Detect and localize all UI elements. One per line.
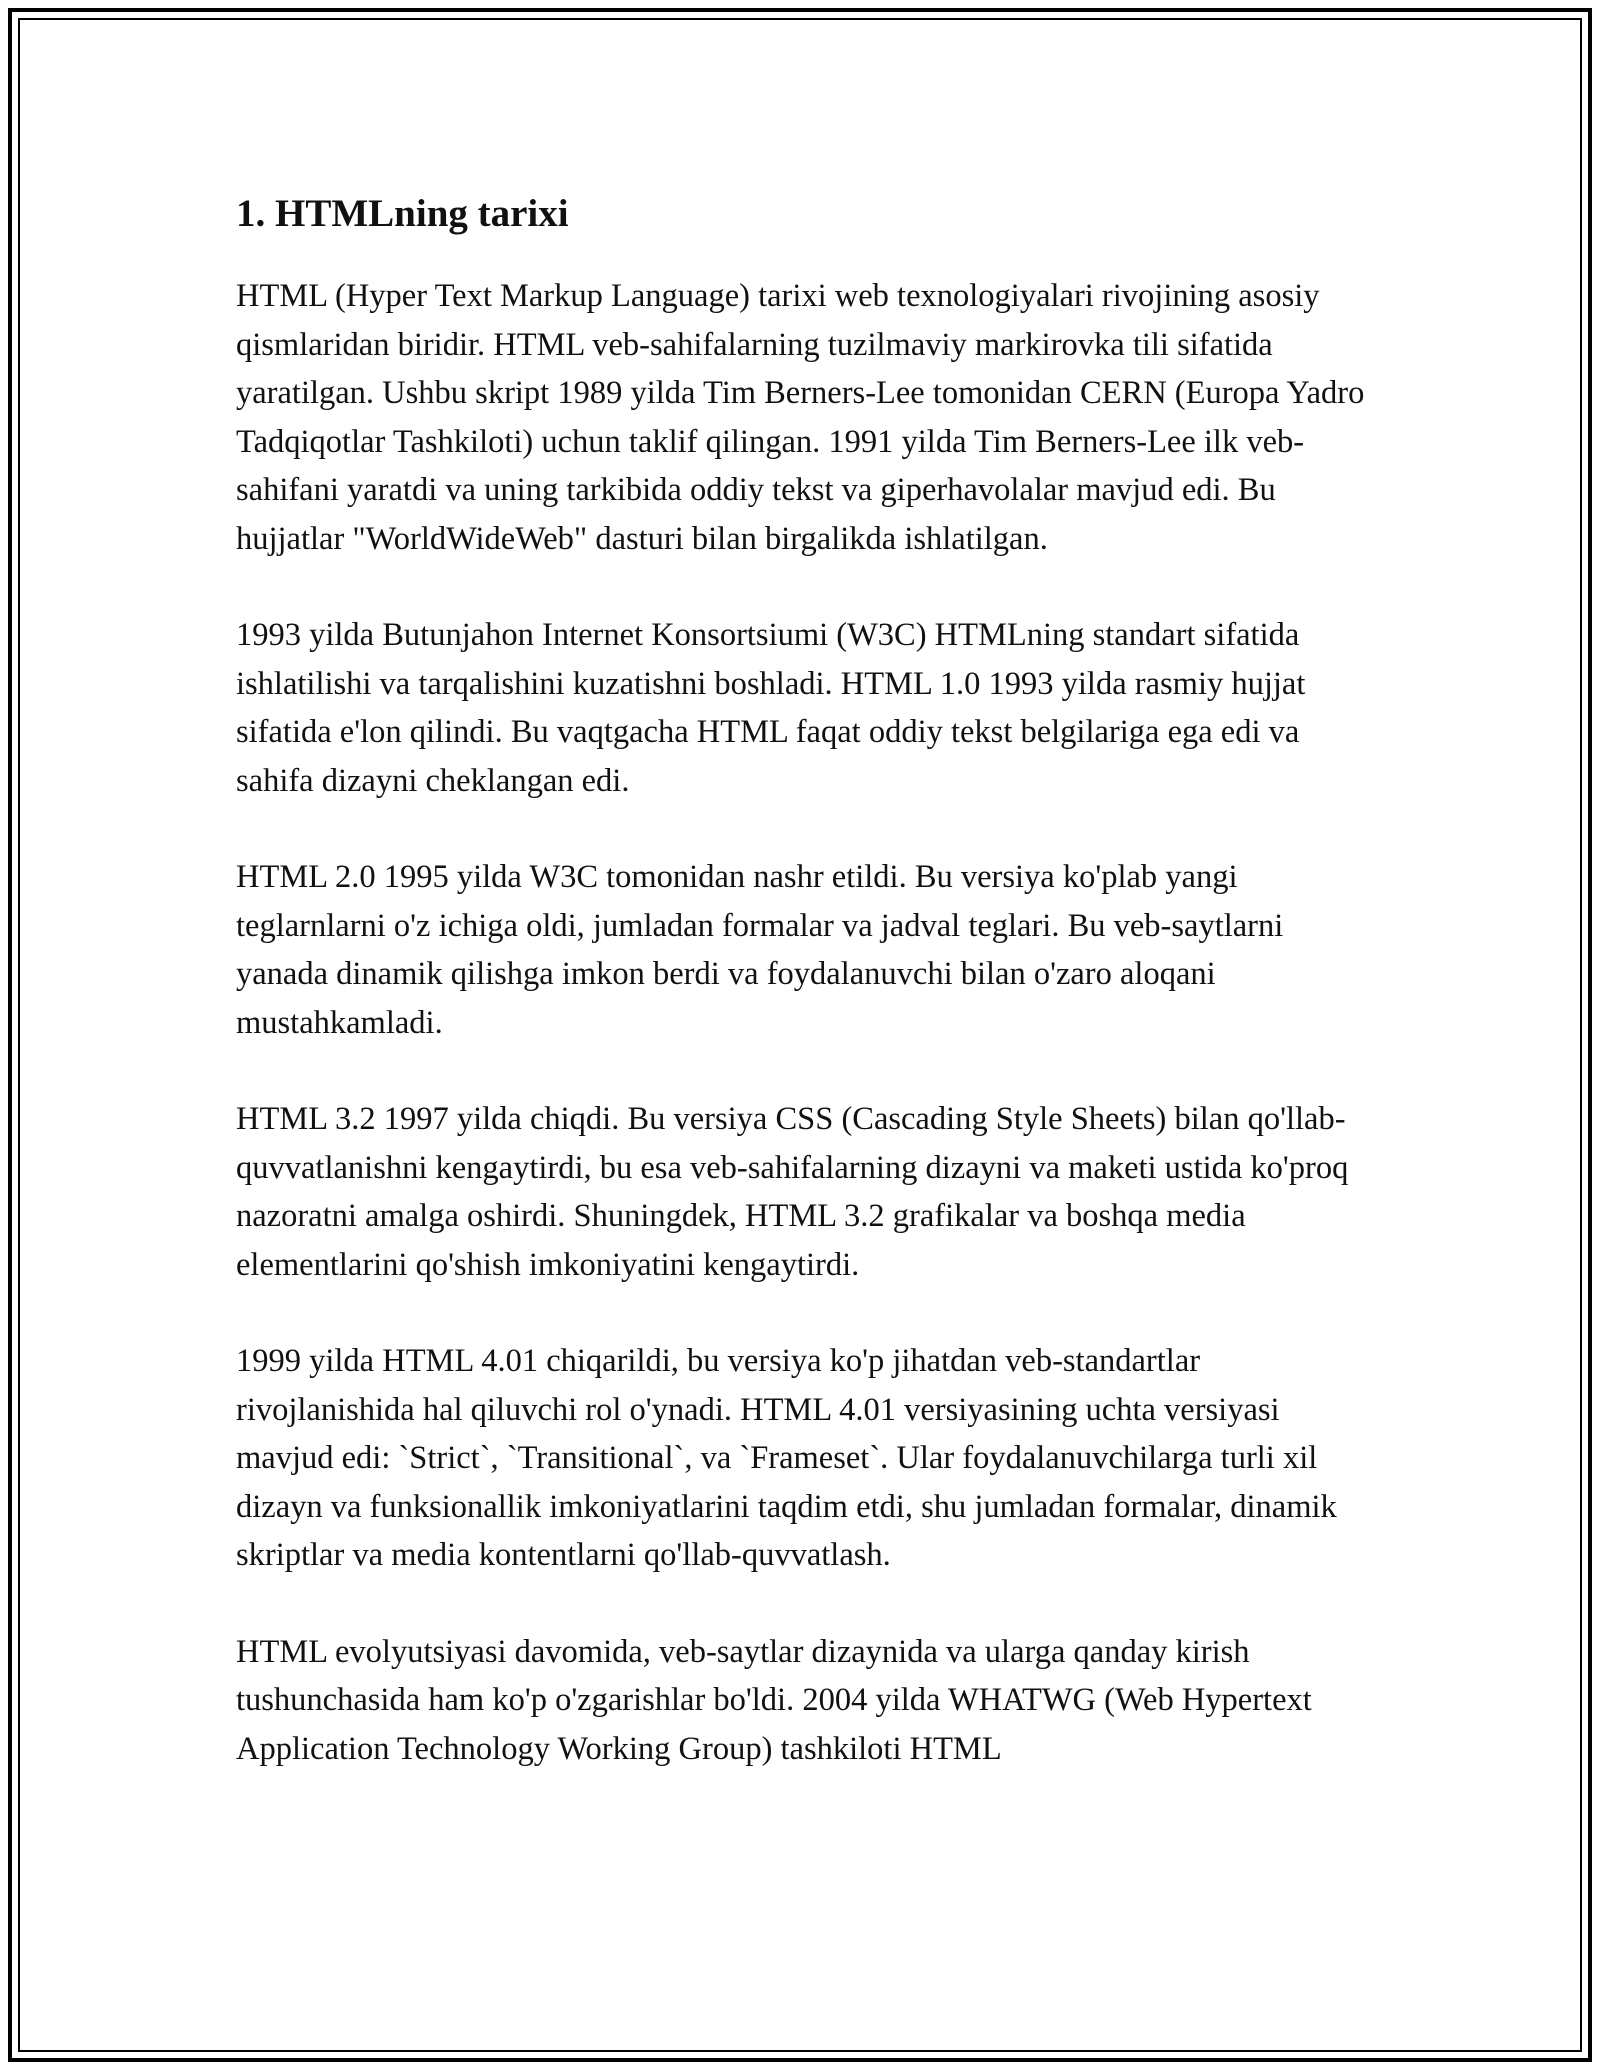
paragraph-html-4-01: 1999 yilda HTML 4.01 chiqarildi, bu versiya ko'p jihatdan veb-standartlar rivojlanishida hal qiluvchi rol o'ynadi. HTML 4.01 versiyasining uchta versiyasi mavjud edi: `Strict`, `Transitional`, va `Frameset`. Ular foydalanuvchilarga turli xil dizayn va funksionallik imkoniyatlarini taqdim etdi, shu jumladan formalar, dinamik skriptlar va media kontentlarni qo'llab-quvvatlash. [236, 1343, 1337, 1573]
document-body [236, 186, 1376, 1821]
paragraph-html-3-2: HTML 3.2 1997 yilda chiqdi. Bu versiya CSS (Cascading Style Sheets) bilan qo'llab-quvvatlanishni kengaytirdi, bu esa veb-sahifalarning dizayni va maketi ustida ko'proq nazoratni amalga oshirdi. Shuningdek, HTML 3.2 grafikalar va boshqa media elementlarini qo'shish imkoniyatini kengaytirdi. [236, 1101, 1349, 1283]
paragraph-html-2: HTML 2.0 1995 yilda W3C tomonidan nashr etildi. Bu versiya ko'plab yangi teglarnlarni o'z ichiga oldi, jumladan formalar va jadval teglari. Bu veb-saytlarni yanada dinamik qilishga imkon berdi va foydalanuvchi bilan o'zaro aloqani mustahkamladi. [236, 859, 1284, 1041]
paragraph-html-1: 1993 yilda Butunjahon Internet Konsortsiumi (W3C) HTMLning standart sifatida ishlatilishi va tarqalishini kuzatishni boshladi. HTML 1.0 1993 yilda rasmiy hujjat sifatida e'lon qilindi. Bu vaqtgacha HTML faqat oddiy tekst belgilariga ega edi va sahifa dizayni cheklangan edi. [236, 617, 1306, 799]
section-heading: 1. HTMLning tarixi [236, 192, 569, 235]
paragraph-evolution: HTML evolyutsiyasi davomida, veb-saytlar dizaynida va ularga qanday kirish tushunchasida ham ko'p o'zgarishlar bo'ldi. 2004 yilda WHATWG (Web Hypertext Application Technology Working Group) tashkiloti HTML [236, 1633, 1312, 1767]
paragraph-history-intro: HTML (Hyper Text Markup Language) tarixi web texnologiyalari rivojining asosiy qismlaridan biridir. HTML veb-sahifalarning tuzilmaviy markirovka tili sifatida yaratilgan. Ushbu skript 1989 yilda Tim Berners-Lee tomonidan CERN (Europa Yadro Tadqiqotlar Tashkiloti) uchun taklif qilingan. 1991 yilda Tim Berners-Lee ilk veb-sahifani yaratdi va uning tarkibida oddiy tekst va giperhavolalar mavjud edi. Bu hujjatlar "WorldWideWeb" dasturi bilan birgalikda ishlatilgan. [236, 278, 1365, 557]
